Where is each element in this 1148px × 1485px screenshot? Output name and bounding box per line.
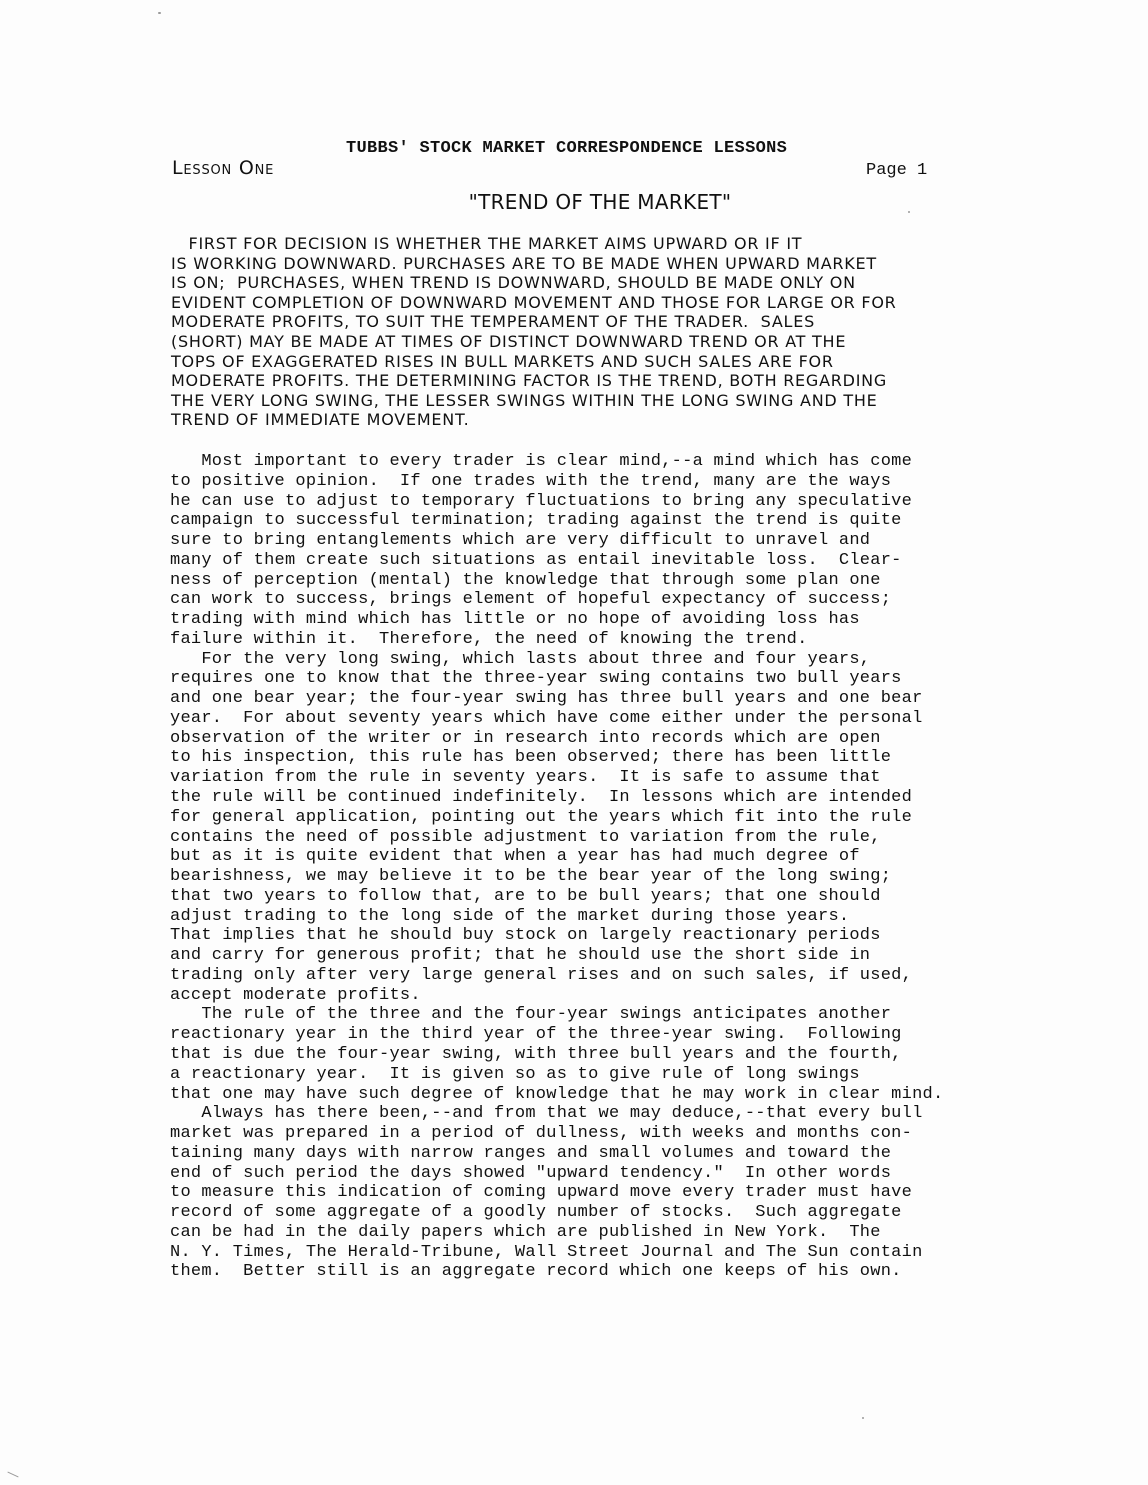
intro-line: EVIDENT COMPLETION OF DOWNWARD MOVEMENT AND THOSE FOR LARGE OR FOR xyxy=(171,292,897,312)
body-line: N. Y. Times, The Herald-Tribune, Wall Street Journal and The Sun contain xyxy=(170,1242,923,1262)
body-line: them. Better still is an aggregate record which one keeps of his own. xyxy=(170,1262,902,1282)
body-line: the rule will be continued indefinitely. In lessons which are intended xyxy=(170,788,913,808)
body-line: Most important to every trader is clear mind,--a mind which has come xyxy=(170,452,913,471)
intro-line: (SHORT) MAY BE MADE AT TIMES OF DISTINCT DOWNWARD TREND OR AT THE xyxy=(171,331,847,351)
body-line: end of such period the days showed "upward tendency." In other words xyxy=(170,1163,892,1183)
intro-line: MODERATE PROFITS. THE DETERMINING FACTOR IS THE TREND, BOTH REGARDING xyxy=(171,371,888,391)
body-line: that is due the four-year swing, with three bull years and the fourth, xyxy=(170,1044,902,1064)
body-line: market was prepared in a period of dullness, with weeks and months con- xyxy=(170,1124,913,1144)
body-line: he can use to adjust to temporary fluctuations to bring any speculative xyxy=(170,491,913,511)
intro-line: IS WORKING DOWNWARD. PURCHASES ARE TO BE MADE WHEN UPWARD MARKET xyxy=(171,253,877,273)
body-line: contains the need of possible adjustment to variation from the rule, xyxy=(170,827,881,847)
body-line: many of them create such situations as entail inevitable loss. Clear- xyxy=(170,550,902,570)
body-line: variation from the rule in seventy years. It is safe to assume that xyxy=(170,768,881,788)
scan-speck xyxy=(158,12,161,14)
body-line: trading with mind which has little or no hope of avoiding loss has xyxy=(170,610,860,630)
body-text xyxy=(170,452,1070,1282)
body-line: For the very long swing, which lasts about three and four years, xyxy=(170,649,871,669)
body-line: observation of the writer or in research into records which are open xyxy=(170,728,881,748)
intro-line: TREND OF IMMEDIATE MOVEMENT. xyxy=(171,410,470,430)
body-line: The rule of the three and the four-year swings anticipates another xyxy=(170,1005,892,1025)
body-line: trading only after very large general rises and on such sales, if used, xyxy=(170,965,913,985)
body-line: Always has there been,--and from that we may deduce,--that every bull xyxy=(170,1104,923,1124)
body-line: campaign to successful termination; trading against the trend is quite xyxy=(170,511,902,531)
intro-line: IS ON; PURCHASES, WHEN TREND IS DOWNWARD, SHOULD BE MADE ONLY ON xyxy=(171,273,856,293)
body-line: record of some aggregate of a goodly number of stocks. Such aggregate xyxy=(170,1203,902,1223)
body-line: a reactionary year. It is given so as to give rule of long swings xyxy=(170,1064,860,1084)
lesson-label: Lesson One xyxy=(172,157,275,179)
intro-line: FIRST FOR DECISION IS WHETHER THE MARKET AIMS UPWARD OR IF IT xyxy=(171,234,803,253)
body-line: and carry for generous profit; that he should use the short side in xyxy=(170,946,871,966)
body-line: adjust trading to the long side of the market during those years. xyxy=(170,906,850,926)
series-title: TUBBS' STOCK MARKET CORRESPONDENCE LESSONS xyxy=(346,139,788,158)
scan-speck xyxy=(862,1417,864,1419)
document-title: "TREND OF THE MARKET" xyxy=(468,190,732,214)
body-line: that two years to follow that, are to be bull years; that one should xyxy=(170,886,881,906)
body-line: that one may have such degree of knowledge that he may work in clear mind. xyxy=(170,1084,944,1104)
intro-line: MODERATE PROFITS, TO SUIT THE TEMPERAMENT OF THE TRADER. SALES xyxy=(171,312,815,332)
body-line: for general application, pointing out the years which fit into the rule xyxy=(170,807,913,827)
body-line: ness of perception (mental) the knowledge that through some plan one xyxy=(170,570,881,590)
body-line: year. For about seventy years which have come either under the personal xyxy=(170,708,923,728)
body-line: reactionary year in the third year of the three-year swing. Following xyxy=(170,1025,902,1045)
body-line: failure within it. Therefore, the need of knowing the trend. xyxy=(170,629,808,649)
body-line: sure to bring entanglements which are very difficult to unravel and xyxy=(170,531,871,551)
body-line: That implies that he should buy stock on largely reactionary periods xyxy=(170,926,881,946)
body-line: taining many days with narrow ranges and small volumes and toward the xyxy=(170,1143,892,1163)
body-line: to his inspection, this rule has been observed; there has been little xyxy=(170,748,892,768)
intro-line: TOPS OF EXAGGERATED RISES IN BULL MARKETS AND SUCH SALES ARE FOR xyxy=(171,351,834,371)
body-line: bearishness, we may believe it to be the bear year of the long swing; xyxy=(170,867,892,887)
body-line: to measure this indication of coming upward move every trader must have xyxy=(170,1183,913,1203)
body-line: can be had in the daily papers which are published in New York. The xyxy=(170,1222,881,1242)
body-line: and one bear year; the four-year swing has three bull years and one bear xyxy=(170,689,923,709)
body-line: but as it is quite evident that when a year has had much degree of xyxy=(170,847,860,867)
body-line: accept moderate profits. xyxy=(170,985,421,1005)
intro-paragraph xyxy=(171,234,1031,430)
body-line: to positive opinion. If one trades with the trend, many are the ways xyxy=(170,471,892,491)
body-line: requires one to know that the three-year swing contains two bull years xyxy=(170,669,902,689)
scan-speck xyxy=(908,211,910,213)
body-line: can work to success, brings element of hopeful expectancy of success; xyxy=(170,590,892,610)
page-number: Page 1 xyxy=(866,161,928,180)
scan-speck xyxy=(7,1472,18,1478)
intro-line: THE VERY LONG SWING, THE LESSER SWINGS WITHIN THE LONG SWING AND THE xyxy=(171,390,878,410)
